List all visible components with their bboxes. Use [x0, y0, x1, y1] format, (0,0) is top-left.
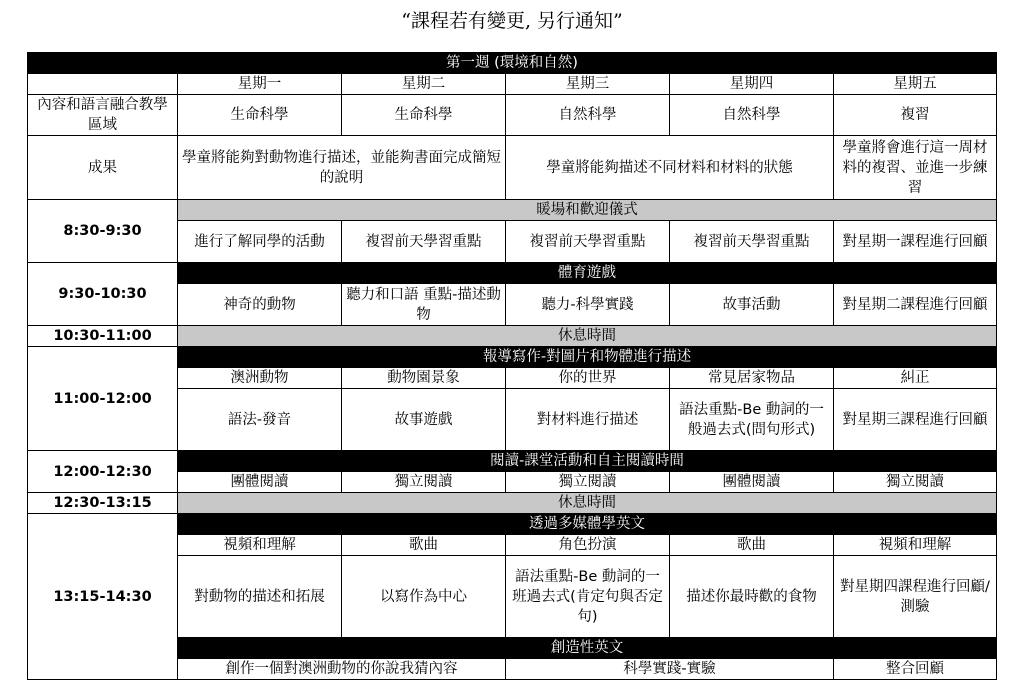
week-title-row: [28, 53, 997, 74]
day-header-row: [28, 74, 997, 95]
break-heading: 休息時間: [178, 326, 997, 347]
day-header: 星期一: [178, 74, 342, 95]
outcome-wed-thu: 學童將能夠描述不同材料和材料的狀態: [506, 136, 834, 200]
weekly-schedule-table: [27, 52, 997, 680]
clil-cell: 生命科學: [178, 95, 342, 136]
activity-cell: 語法重點-Be 動詞的一班過去式(肯定句與否定句): [506, 556, 670, 638]
slot-1315-heading-row: [28, 514, 997, 535]
slot-0830-heading-row: [28, 200, 997, 221]
day-header: 星期五: [834, 74, 997, 95]
activity-heading: 報導寫作-對圖片和物體進行描述: [178, 347, 997, 368]
outcome-fri: 學童將會進行這一周材料的複習、並進一步練習: [834, 136, 997, 200]
time-slot-0830: 8:30-9:30: [28, 200, 178, 263]
activity-cell: 歌曲: [670, 535, 834, 556]
time-slot-1230: 12:30-13:15: [28, 493, 178, 514]
activity-cell: 常見居家物品: [670, 368, 834, 389]
slot-1200-heading-row: [28, 451, 997, 472]
activity-cell: 團體閱讀: [670, 472, 834, 493]
activity-heading: 暖場和歡迎儀式: [178, 200, 997, 221]
slot-0930-heading-row: [28, 263, 997, 284]
activity-cell: 語法重點-Be 動詞的一般過去式(問句形式): [670, 389, 834, 451]
activity-cell-wed-thu: 科學實踐-實驗: [506, 659, 834, 680]
activity-cell: 故事活動: [670, 284, 834, 326]
activity-cell: 故事遊戲: [342, 389, 506, 451]
activity-cell: 聽力和口語 重點-描述動物: [342, 284, 506, 326]
time-slot-1030: 10:30-11:00: [28, 326, 178, 347]
activity-heading: 創造性英文: [178, 638, 997, 659]
clil-cell: 自然科學: [506, 95, 670, 136]
activity-cell: 複習前天學習重點: [506, 221, 670, 263]
activity-cell: 描述你最時歡的食物: [670, 556, 834, 638]
slot-1100-heading-row: [28, 347, 997, 368]
outcomes-label: 成果: [28, 136, 178, 200]
day-header: 星期二: [342, 74, 506, 95]
slot-1030-row: [28, 326, 997, 347]
activity-heading: 透過多媒體學英文: [178, 514, 997, 535]
activity-cell: 獨立閱讀: [506, 472, 670, 493]
activity-cell-mon-tue: 創作一個對澳洲動物的你說我猜內容: [178, 659, 506, 680]
activity-cell: 對動物的描述和拓展: [178, 556, 342, 638]
activity-cell: 對星期一課程進行回顧: [834, 221, 997, 263]
activity-cell: 聽力-科學實踐: [506, 284, 670, 326]
activity-heading: 體育遊戲: [178, 263, 997, 284]
activity-cell: 複習前天學習重點: [342, 221, 506, 263]
break-heading: 休息時間: [178, 493, 997, 514]
activity-cell: 角色扮演: [506, 535, 670, 556]
corner-cell: [28, 74, 178, 95]
activity-cell: 視頻和理解: [178, 535, 342, 556]
clil-cell: 自然科學: [670, 95, 834, 136]
outcomes-row: [28, 136, 997, 200]
clil-cell: 複習: [834, 95, 997, 136]
time-slot-0930: 9:30-10:30: [28, 263, 178, 326]
time-slot-1200: 12:00-12:30: [28, 451, 178, 493]
clil-cell: 生命科學: [342, 95, 506, 136]
activity-cell: 進行了解同學的活動: [178, 221, 342, 263]
activity-cell: 以寫作為中心: [342, 556, 506, 638]
activity-cell: 獨立閱讀: [342, 472, 506, 493]
activity-cell: 你的世界: [506, 368, 670, 389]
activity-cell: 獨立閱讀: [834, 472, 997, 493]
activity-cell: 對星期四課程進行回顧/測驗: [834, 556, 997, 638]
slot-1230-row: [28, 493, 997, 514]
activity-cell: 團體閱讀: [178, 472, 342, 493]
activity-cell: 視頻和理解: [834, 535, 997, 556]
activity-heading: 閱讀-課堂活動和自主閱讀時間: [178, 451, 997, 472]
activity-cell: 糾正: [834, 368, 997, 389]
activity-cell: 歌曲: [342, 535, 506, 556]
activity-cell: 對材料進行描述: [506, 389, 670, 451]
activity-cell: 複習前天學習重點: [670, 221, 834, 263]
time-slot-1100: 11:00-12:00: [28, 347, 178, 451]
activity-cell: 神奇的動物: [178, 284, 342, 326]
time-slot-1315: 13:15-14:30: [28, 514, 178, 680]
activity-cell: 對星期二課程進行回顧: [834, 284, 997, 326]
activity-cell: 澳洲動物: [178, 368, 342, 389]
schedule-change-notice: “課程若有變更, 另行通知”: [401, 10, 623, 32]
clil-row: [28, 95, 997, 136]
activity-cell: 動物園景象: [342, 368, 506, 389]
outcome-mon-tue: 學童將能夠對動物進行描述，並能夠書面完成簡短的說明: [178, 136, 506, 200]
day-header: 星期三: [506, 74, 670, 95]
activity-cell: 對星期三課程進行回顧: [834, 389, 997, 451]
activity-cell-fri: 整合回顧: [834, 659, 997, 680]
clil-label: 內容和語言融合教學區域: [28, 95, 178, 136]
activity-cell: 語法-發音: [178, 389, 342, 451]
day-header: 星期四: [670, 74, 834, 95]
week-title: 第一週 (環境和自然): [28, 53, 997, 74]
